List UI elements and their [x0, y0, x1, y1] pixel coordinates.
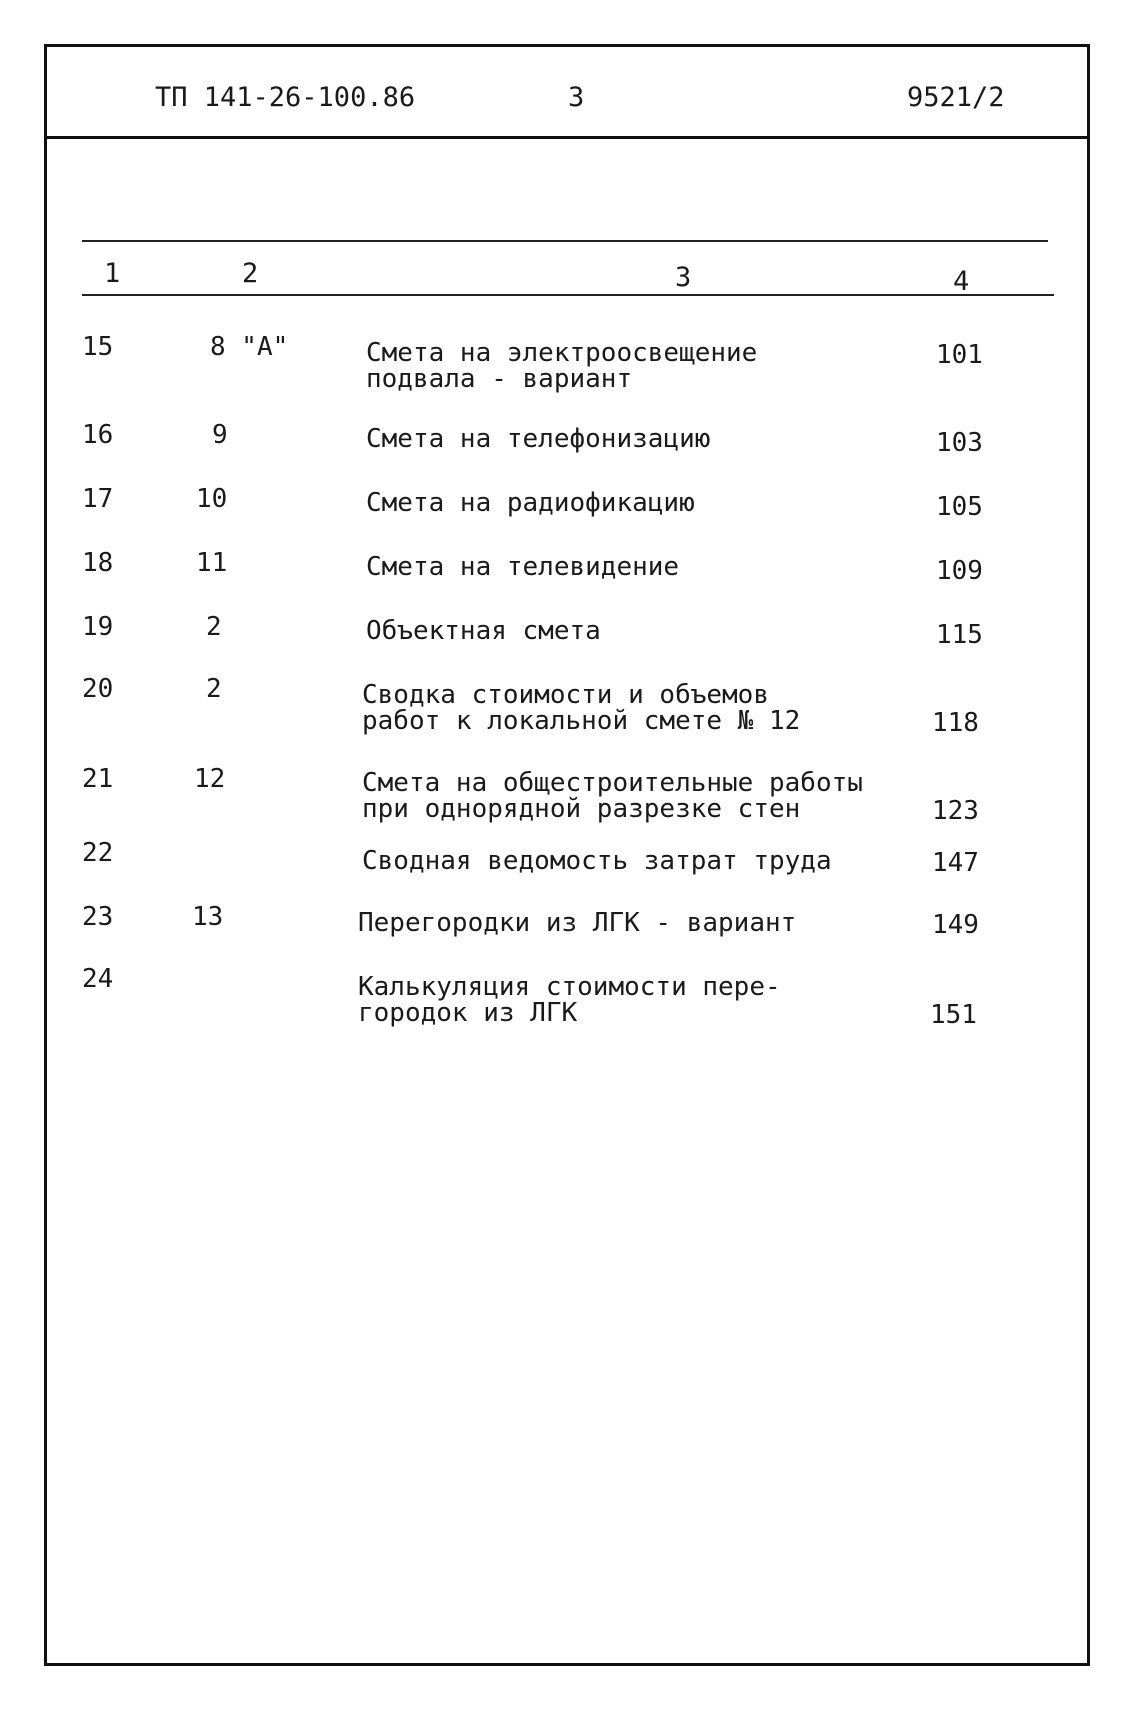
row-number: 19 [82, 612, 114, 642]
row-title-line: городок из ЛГК [358, 998, 578, 1028]
row-reference: 12 [194, 764, 226, 794]
row-title-line: Смета на телевидение [366, 552, 680, 582]
row-page: 101 [936, 340, 983, 370]
row-page: 147 [932, 848, 979, 878]
table-header-rule [82, 294, 1054, 296]
row-reference: 8 "А" [210, 332, 289, 362]
row-page: 151 [930, 1000, 977, 1030]
row-title-line: Смета на общестроительные работы [362, 768, 863, 798]
row-reference: 11 [196, 548, 228, 578]
row-page: 115 [936, 620, 983, 650]
row-title-line: Сводка стоимости и объемов [362, 680, 769, 710]
row-page: 149 [932, 910, 979, 940]
row-page: 105 [936, 492, 983, 522]
row-title-line: работ к локальной смете № 12 [362, 706, 801, 736]
row-title-line: Объектная смета [366, 616, 601, 646]
column-header-3: 3 [675, 262, 692, 293]
table-top-rule [82, 240, 1048, 242]
row-reference: 2 [206, 674, 222, 704]
row-number: 23 [82, 902, 114, 932]
row-number: 17 [82, 484, 114, 514]
row-title-line: Смета на электроосвещение [366, 338, 758, 368]
row-page: 123 [932, 796, 979, 826]
row-reference: 2 [206, 612, 222, 642]
row-number: 24 [82, 964, 114, 994]
row-page: 118 [932, 708, 979, 738]
row-title-line: подвала - вариант [366, 364, 633, 394]
row-title-line: Сводная ведомость затрат труда [362, 846, 832, 876]
page-number: 3 [568, 82, 585, 113]
row-title-line: Перегородки из ЛГК - вариант [358, 908, 797, 938]
row-title-line: Калькуляция стоимости пере- [358, 972, 781, 1002]
row-number: 22 [82, 838, 114, 868]
row-reference: 9 [212, 420, 228, 450]
document-code: ТП 141-26-100.86 [155, 82, 416, 113]
row-number: 21 [82, 764, 114, 794]
row-page: 109 [936, 556, 983, 586]
row-reference: 13 [192, 902, 224, 932]
row-title-line: Смета на радиофикацию [366, 488, 695, 518]
row-reference: 10 [196, 484, 228, 514]
row-number: 20 [82, 674, 114, 704]
column-header-4: 4 [953, 266, 970, 297]
row-number: 16 [82, 420, 114, 450]
sheet-number: 9521/2 [907, 82, 1005, 113]
column-header-1: 1 [104, 258, 121, 289]
row-title-line: при однорядной разрезке стен [362, 794, 801, 824]
row-number: 15 [82, 332, 114, 362]
row-page: 103 [936, 428, 983, 458]
row-number: 18 [82, 548, 114, 578]
row-title-line: Смета на телефонизацию [366, 424, 711, 454]
column-header-2: 2 [242, 258, 259, 289]
header-divider [44, 136, 1090, 139]
